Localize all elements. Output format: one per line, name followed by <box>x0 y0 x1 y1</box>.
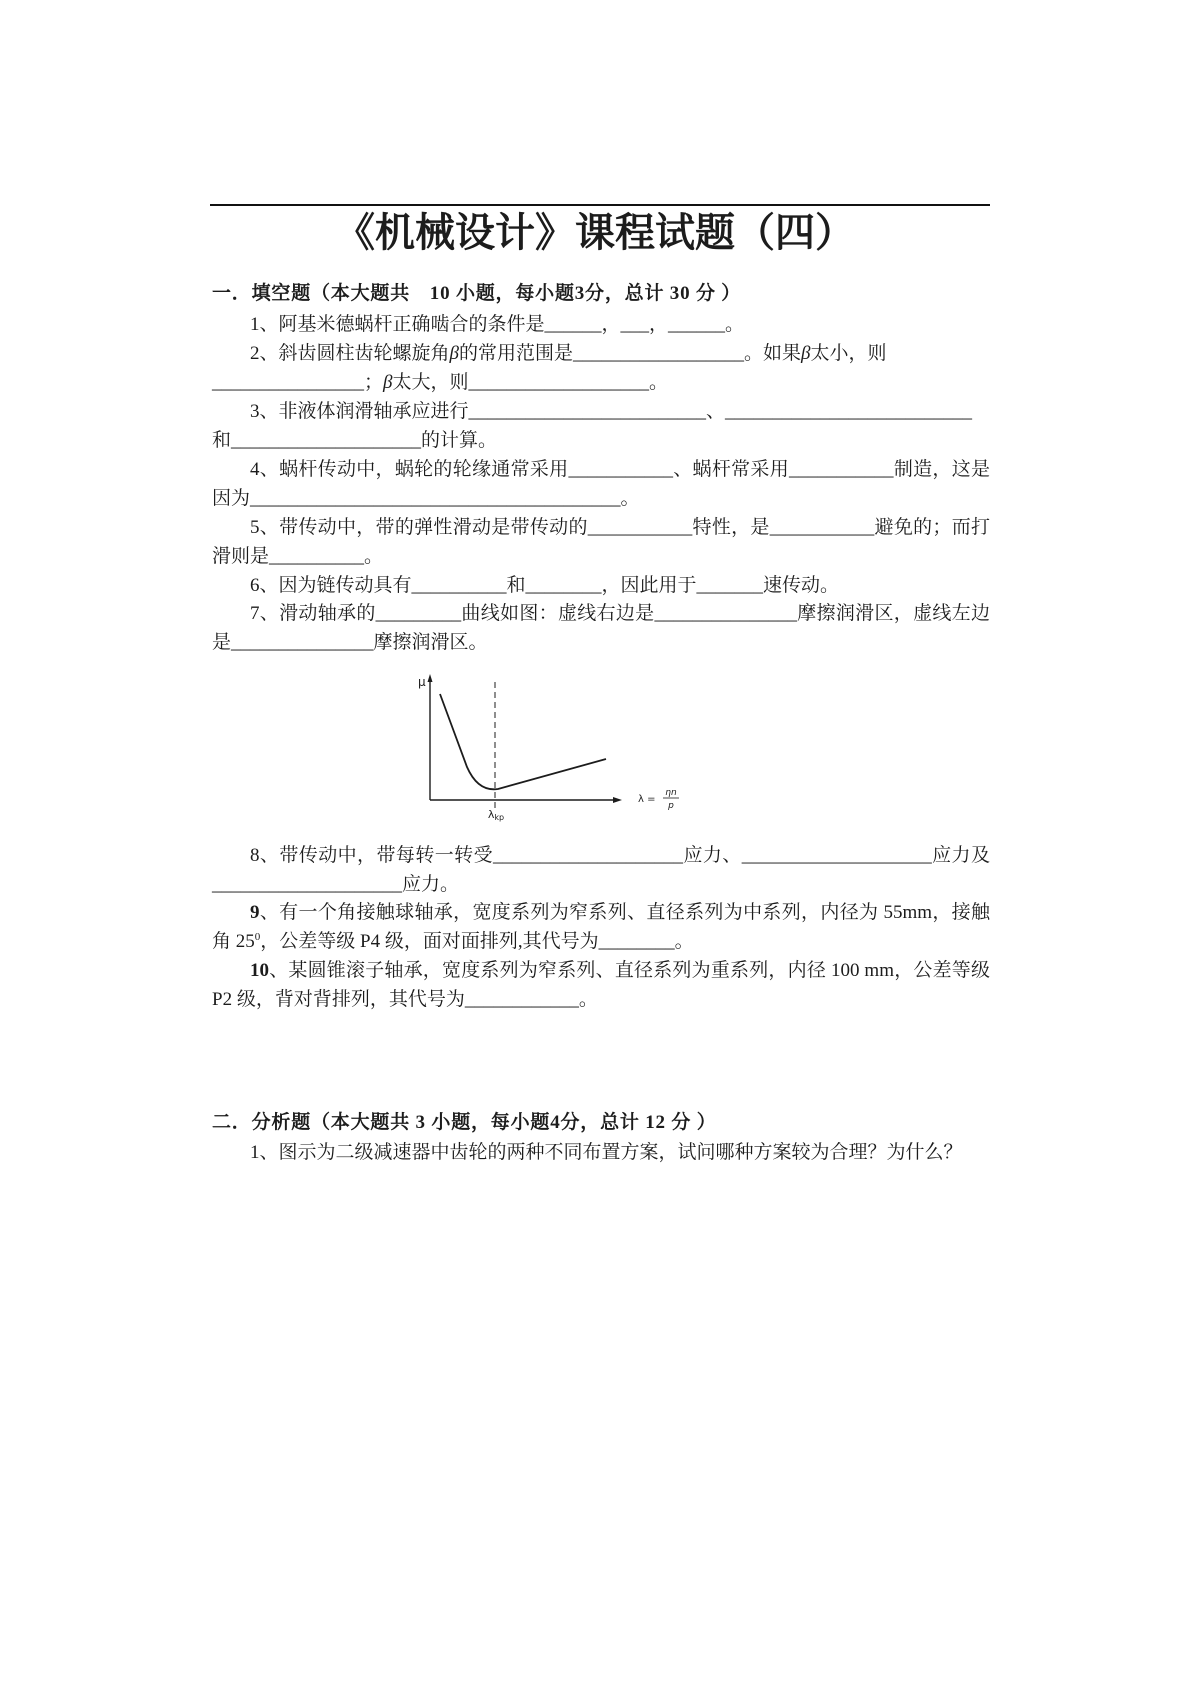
q5-line-1: 5、带传动中，带的弹性滑动是带传动的___________特性，是___________避免的；而打 <box>250 517 990 538</box>
q2-text-d: ________________； <box>212 372 384 393</box>
q10-text-a: 、某圆锥滚子轴承，宽度系列为窄系列、直径系列为重系列，内径 100 mm，公差等级 <box>269 960 990 981</box>
q3-line-2: 和____________________的计算。 <box>212 430 498 451</box>
x-axis-arrow <box>613 797 622 803</box>
friction-curve <box>440 694 606 789</box>
section-2-heading: 二．分析题（本大题共 3 小题，每小题4分，总计 12 分 ） <box>212 1112 717 1133</box>
q7-line-2: 是_______________摩擦润滑区。 <box>212 632 488 653</box>
q9-text-a: 、有一个角接触球轴承，宽度系列为窄系列、直径系列为中系列，内径为 55mm，接触 <box>259 902 990 923</box>
q1-line: 1、阿基米德蜗杆正确啮合的条件是______，___，______。 <box>250 314 745 335</box>
beta-symbol: β <box>801 343 811 364</box>
x-axis-label-numerator: ηn <box>665 788 677 798</box>
q8-line-2: ____________________应力。 <box>212 874 460 895</box>
q2-line-1 <box>250 339 886 368</box>
beta-symbol: β <box>383 372 393 393</box>
q9-text-b: 角 25 <box>212 931 255 952</box>
q9-text-c: ，公差等级 P4 级，面对面排列,其代号为________。 <box>260 931 694 952</box>
q9-line-2 <box>212 927 694 956</box>
header-rule <box>210 204 990 206</box>
q3-line-1: 3、非液体润滑轴承应进行_________________________、__________________________ <box>250 401 973 422</box>
q2-text-e: 太大，则___________________。 <box>392 372 668 393</box>
q10-number: 10 <box>250 960 269 981</box>
section-1-heading: 一．填空题（本大题共 10 小题，每小题3分，总计 30 分 ） <box>212 283 742 304</box>
x-axis-label-denominator: p <box>668 801 674 811</box>
q10-line-2: P2 级，背对背排列，其代号为____________。 <box>212 989 598 1010</box>
friction-characteristic-diagram <box>410 668 700 828</box>
q4-line-2: 因为_______________________________________。 <box>212 488 640 509</box>
q10-line-1 <box>250 956 990 985</box>
q4-line-1: 4、蜗杆传动中，蜗轮的轮缘通常采用___________、蜗杆常采用___________制造，这是 <box>250 459 990 480</box>
degree-superscript: 0 <box>254 931 261 943</box>
s2-q1-line: 1、图示为二级减速器中齿轮的两种不同布置方案，试问哪种方案较为合理？为什么？ <box>250 1142 963 1163</box>
critical-label <box>488 808 504 822</box>
q6-line: 6、因为链传动具有__________和________，因此用于_______速传动。 <box>250 575 840 596</box>
x-axis-label-lhs: λ = <box>638 794 656 805</box>
y-axis-arrow <box>428 674 433 682</box>
q2-text-c: 太小，则 <box>810 343 887 364</box>
beta-symbol: β <box>449 343 459 364</box>
critical-subscript: kp <box>494 813 505 822</box>
q8-line-1: 8、带传动中，带每转一转受____________________应力、____________________应力及 <box>250 845 990 866</box>
y-axis-label: μ <box>418 675 426 689</box>
q7-line-1: 7、滑动轴承的_________曲线如图：虚线右边是_______________摩擦润滑区，虚线左边 <box>250 603 990 624</box>
q2-text-a: 2、斜齿圆柱齿轮螺旋角 <box>250 343 450 364</box>
q2-line-2 <box>212 368 668 397</box>
page-title: 《机械设计》课程试题（四） <box>335 210 855 255</box>
q2-text-b: 的常用范围是__________________。如果 <box>458 343 801 364</box>
q5-line-2: 滑则是__________。 <box>212 546 384 567</box>
q9-number: 9 <box>250 902 260 923</box>
critical-symbol: λ <box>487 808 495 821</box>
q9-line-1 <box>250 898 990 927</box>
